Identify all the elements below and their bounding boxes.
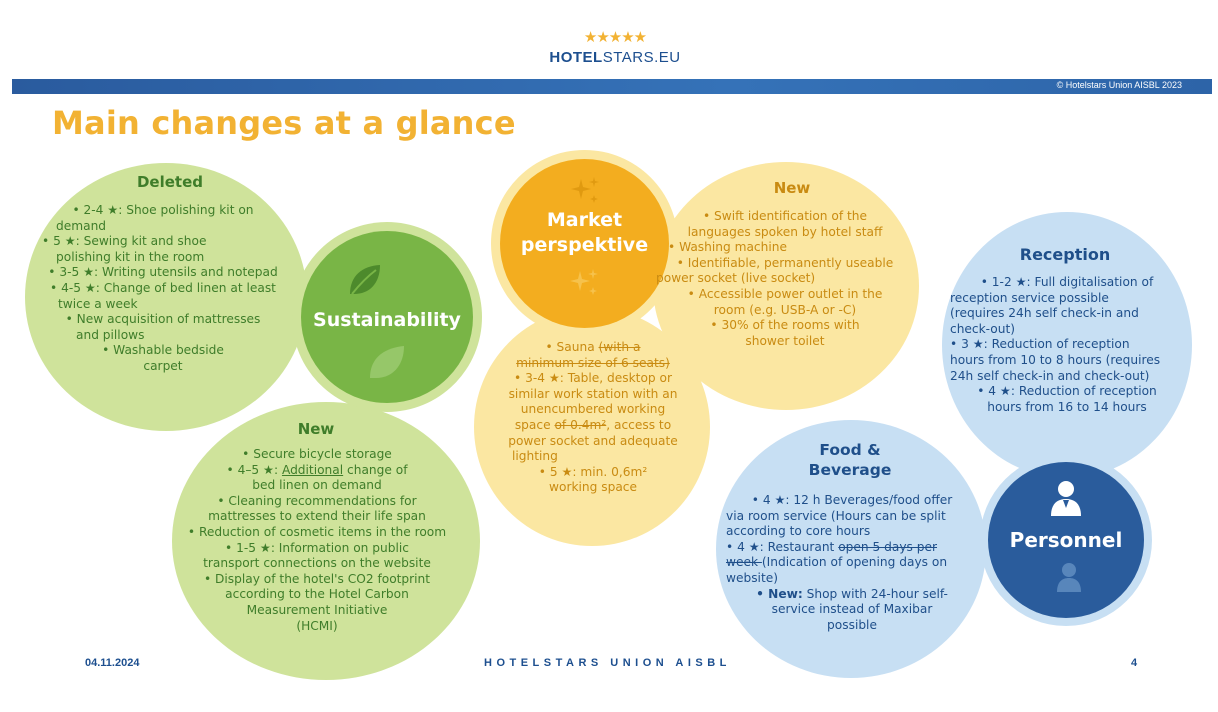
sustainability-new-list — [176, 447, 458, 634]
workspace-line: power socket and adequate — [508, 433, 678, 448]
reception-line: hours from 10 to 8 hours (requires — [950, 352, 1161, 367]
market-line: • 30% of the rooms with — [710, 318, 860, 333]
workspace-line: • 5 ★: min. 0,6m² — [538, 464, 648, 479]
new-line: • 1-5 ★: Information on public — [225, 540, 409, 555]
food-line: website) — [726, 570, 778, 585]
reception-line: (requires 24h self check-in and — [950, 306, 1139, 321]
workspace-line: • 3-4 ★: Table, desktop or — [514, 371, 672, 386]
new-line: transport connections on the website — [203, 556, 431, 571]
reception-line: • 4 ★: Reduction of reception — [977, 384, 1157, 399]
header-band — [12, 79, 1212, 94]
leaf-icon — [344, 260, 384, 300]
person-icon — [1047, 478, 1085, 518]
food-line: • 4 ★: 12 h Beverages/food offer — [751, 493, 953, 507]
sustainability-label: Sustainability — [313, 309, 461, 331]
workspace-list — [482, 340, 704, 496]
market-line: • Identifiable, permanently useable — [676, 255, 894, 270]
new-line: (HCMI) — [296, 618, 338, 633]
workspace-line: • Sauna (with a — [545, 340, 641, 354]
food-list — [722, 493, 982, 633]
reception-line: hours from 16 to 14 hours — [987, 399, 1147, 414]
new-line: • Cleaning recommendations for — [217, 493, 417, 508]
page-title: Main changes at a glance — [52, 104, 516, 142]
new-line: Measurement Initiative — [246, 602, 388, 617]
reception-line: reception service possible — [950, 290, 1109, 305]
deleted-line: • Washable bedside — [102, 343, 224, 358]
deleted-line: twice a week — [58, 296, 138, 311]
food-line: service instead of Maxibar — [771, 602, 933, 617]
reception-line: • 1-2 ★: Full digitalisation of — [980, 275, 1154, 289]
person-watermark-icon — [1055, 560, 1083, 594]
market-line: • Swift identification of the — [702, 209, 868, 223]
new-line: • Secure bicycle storage — [242, 447, 392, 461]
logo-stars: ★★★★★ — [583, 28, 647, 46]
deleted-line: • 3-5 ★: Writing utensils and notepad — [48, 265, 278, 280]
market-new-list — [656, 209, 914, 349]
market-line: • Washing machine — [668, 240, 787, 255]
new-line: mattresses to extend their life span — [208, 509, 426, 524]
deleted-line: • 4-5 ★: Change of bed linen at least — [50, 280, 276, 295]
food-line: • New: Shop with 24-hour self- — [756, 586, 948, 601]
reception-list — [946, 275, 1188, 415]
deleted-list — [28, 203, 298, 375]
food-line: week (Indication of opening days on — [726, 555, 948, 570]
deleted-line: • New acquisition of mattresses — [65, 312, 261, 327]
food-line: • 4 ★: Restaurant open 5 days per — [726, 539, 938, 554]
sparkle-watermark-icon — [566, 265, 602, 301]
market-line: languages spoken by hotel staff — [687, 224, 883, 239]
market-new-heading: New — [773, 179, 811, 197]
food-line: via room service (Hours can be split — [726, 508, 946, 523]
deleted-line: polishing kit in the room — [56, 249, 205, 264]
deleted-heading: Deleted — [136, 173, 204, 191]
food-heading: Food & Beverage — [808, 441, 892, 479]
page-number: 4 — [1131, 657, 1138, 669]
food-line: possible — [827, 617, 877, 632]
reception-heading: Reception — [1019, 245, 1111, 264]
workspace-line: unencumbered working — [520, 402, 666, 417]
deleted-line: • 2-4 ★: Shoe polishing kit on — [72, 203, 254, 217]
market-line: shower toilet — [745, 333, 825, 348]
workspace-line: space of 0.4m², access to — [514, 417, 672, 432]
market-line: power socket (live socket) — [656, 271, 816, 286]
food-line: according to core hours — [726, 524, 871, 539]
reception-line: 24h self check-in and check-out) — [950, 368, 1150, 383]
personnel-label: Personnel — [1009, 528, 1123, 552]
footer-organization: HOTELSTARS UNION AISBL — [484, 657, 731, 669]
deleted-line: • 5 ★: Sewing kit and shoe — [42, 234, 207, 249]
reception-line: check-out) — [950, 321, 1016, 336]
deleted-line: carpet — [143, 358, 183, 373]
new-line: according to the Hotel Carbon — [225, 587, 409, 602]
workspace-line: working space — [549, 480, 637, 495]
market-line: room (e.g. USB-A or -C) — [713, 302, 857, 317]
market-line: • Accessible power outlet in the — [687, 286, 883, 301]
workspace-line: minimum size of 6 seats) — [516, 355, 670, 370]
workspace-line: lighting — [512, 449, 558, 464]
leaf-watermark-icon — [364, 340, 408, 384]
logo-text: HOTELSTARS.EU — [549, 49, 681, 66]
workspace-line: similar work station with an — [508, 386, 678, 401]
deleted-line: demand — [56, 218, 107, 233]
new-line: • Display of the hotel's CO2 footprint — [203, 571, 431, 586]
deleted-line: and pillows — [76, 327, 145, 342]
market-label: Market perspektive — [520, 209, 649, 256]
new-line: bed linen on demand — [252, 478, 382, 493]
reception-line: • 3 ★: Reduction of reception — [950, 337, 1130, 352]
sparkle-icon — [567, 173, 603, 209]
new-line: • Reduction of cosmetic items in the room — [187, 524, 447, 539]
hotelstars-logo — [530, 30, 700, 66]
sustainability-new-heading: New — [297, 420, 335, 438]
copyright-notice: © Hotelstars Union AISBL 2023 — [1056, 80, 1182, 90]
footer-date: 04.11.2024 — [85, 657, 140, 669]
new-line: • 4–5 ★: Additional change of — [226, 462, 408, 477]
